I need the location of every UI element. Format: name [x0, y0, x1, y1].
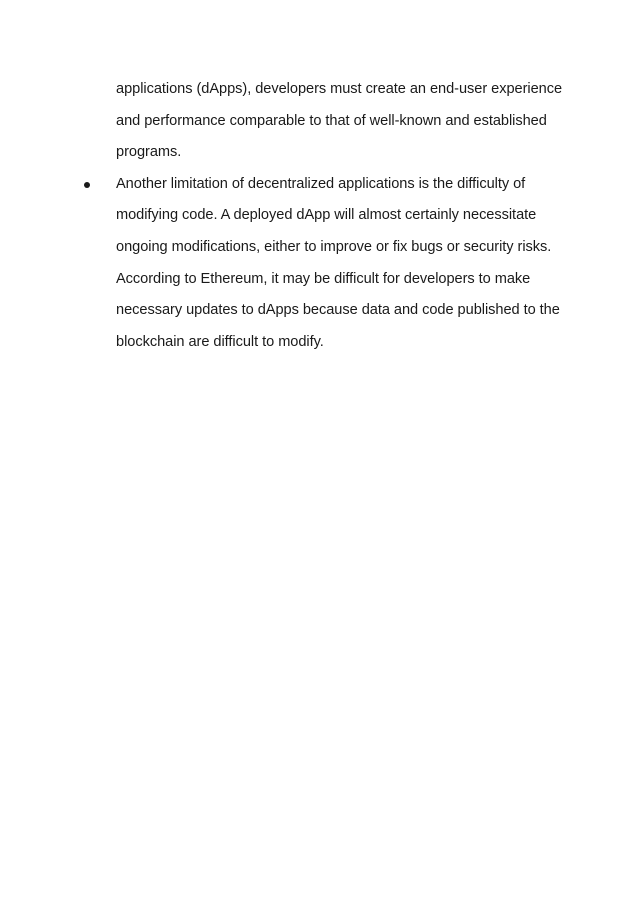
bullet-list-item — [116, 169, 576, 359]
bullet-icon — [84, 182, 90, 188]
bullet-text: Another limitation of decentralized applications is the difficulty of modifying code. A deployed dApp will almost certainly necessitate ongoing modifications, either to improve or fix bugs or security risks. According to Ethereum, it may be difficult for developers to make necessary updates to dApps because data and code published to the blockchain are difficult to modify. — [116, 175, 560, 350]
document-body — [116, 74, 576, 358]
continuation-paragraph: applications (dApps), developers must create an end-user experience and performance comparable to that of well-known and established programs. — [116, 81, 563, 161]
